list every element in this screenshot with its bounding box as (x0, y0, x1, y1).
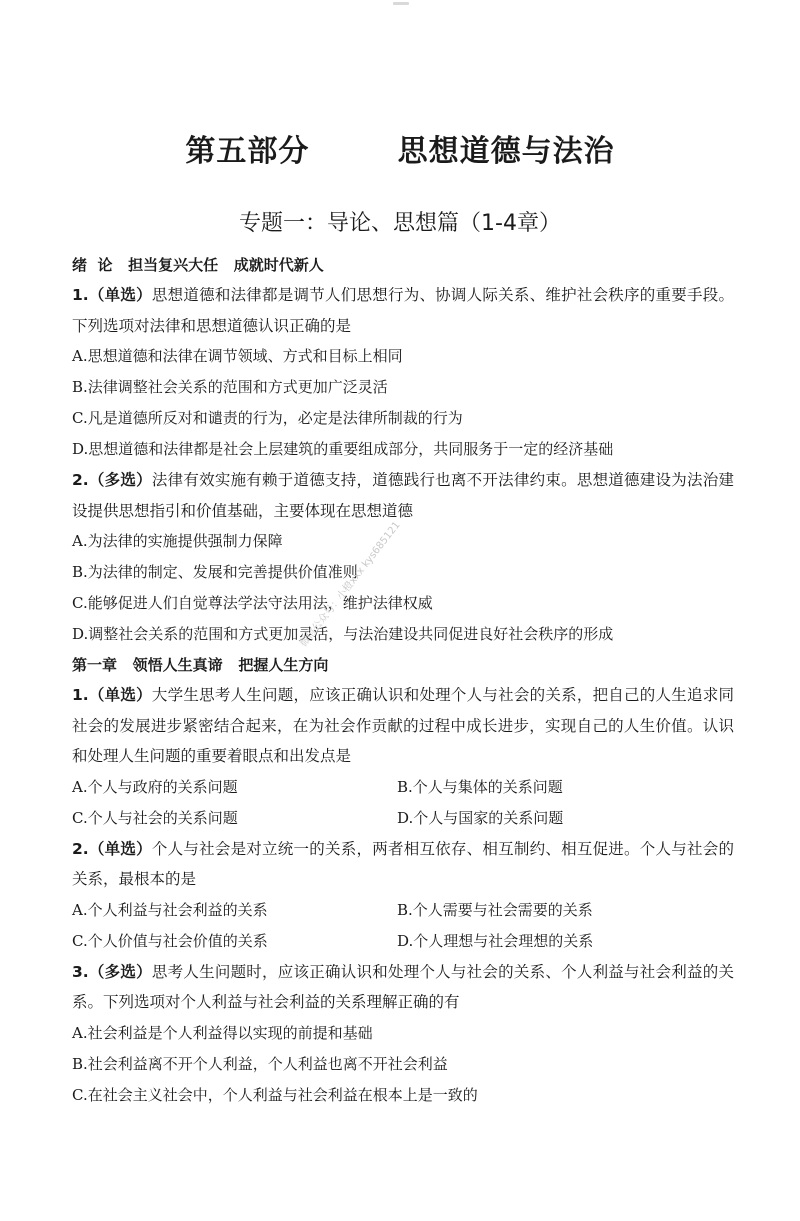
question-intro-1 (72, 280, 734, 341)
option-d: D.思想道德和法律都是社会上层建筑的重要组成部分，共同服务于一定的经济基础 (72, 440, 614, 458)
watermark-text: 微信公众号：小橙xxx kys685121 (298, 519, 403, 650)
question-ch1-2 (72, 834, 734, 895)
question-number: 1.（单选） (72, 286, 152, 304)
option-c: C.凡是道德所反对和谴责的行为，必定是法律所制裁的行为 (72, 409, 463, 427)
question-number: 2.（单选） (72, 839, 152, 858)
question-ch1-3 (72, 957, 734, 1018)
option-d: D.个人与国家的关系问题 (397, 808, 564, 827)
section-heading-chapter-1: 第一章 领悟人生真谛 把握人生方向 (72, 656, 329, 674)
option-c: C.在社会主义社会中，个人利益与社会利益在根本上是一致的 (72, 1085, 478, 1104)
question-text: 法律有效实施有赖于道德支持，道德践行也离不开法律约束。思想道德建设为法治建设提供思想指引和价值基础，主要体现在思想道德 (72, 471, 734, 520)
option-row (72, 895, 734, 926)
option-a: A.思想道德和法律在调节领域、方式和目标上相同 (72, 347, 403, 365)
question-intro-2 (72, 465, 734, 526)
option-b: B.个人与集体的关系问题 (397, 777, 563, 796)
option-a: A.个人利益与社会利益的关系 (72, 900, 268, 919)
option-a: A.为法律的实施提供强制力保障 (72, 532, 283, 550)
topic-title: 专题一：导论、思想篇（1-4章） (239, 211, 561, 236)
question-number: 2.（多选） (72, 471, 152, 489)
question-text: 个人与社会是对立统一的关系，两者相互依存、相互制约、相互促进。个人与社会的关系，最根本的是 (72, 839, 734, 888)
questions-content (72, 250, 734, 1111)
option-a: A.社会利益是个人利益得以实现的前提和基础 (72, 1023, 373, 1042)
option-b: B.为法律的制定、发展和完善提供价值准则 (72, 563, 358, 581)
option-c: C.个人价值与社会价值的关系 (72, 931, 268, 950)
option-row (72, 803, 734, 834)
question-ch1-1 (72, 680, 734, 772)
option-row (72, 772, 734, 803)
question-number: 1.（单选） (72, 686, 152, 704)
part-title: 第五部分 思想道德与法治 (185, 134, 615, 169)
option-d: D.个人理想与社会理想的关系 (397, 931, 594, 950)
option-b: B.法律调整社会关系的范围和方式更加广泛灵活 (72, 378, 388, 396)
question-text: 思考人生问题时，应该正确认识和处理个人与社会的关系、个人利益与社会利益的关系。下列选项对个人利益与社会利益的关系理解正确的有 (72, 962, 734, 1011)
option-b: B.社会利益离不开个人利益，个人利益也离不开社会利益 (72, 1054, 448, 1073)
question-number: 3.（多选） (72, 962, 152, 981)
option-row (72, 926, 734, 957)
question-text: 大学生思考人生问题，应该正确认识和处理个人与社会的关系，把自己的人生追求同社会的发展进步紧密结合起来，在为社会作贡献的过程中成长进步，实现自己的人生价值。认识和处理人生问题的重要着眼点和出发点是 (72, 686, 734, 765)
option-b: B.个人需要与社会需要的关系 (397, 900, 593, 919)
option-d: D.调整社会关系的范围和方式更加灵活，与法治建设共同促进良好社会秩序的形成 (72, 625, 614, 643)
question-text: 思想道德和法律都是调节人们思想行为、协调人际关系、维护社会秩序的重要手段。下列选项对法律和思想道德认识正确的是 (72, 286, 734, 335)
option-c: C.个人与社会的关系问题 (72, 808, 238, 827)
option-c: C.能够促进人们自觉尊法学法守法用法，维护法律权威 (72, 594, 433, 612)
scan-mark (393, 2, 409, 5)
section-heading-intro: 绪 论 担当复兴大任 成就时代新人 (72, 256, 324, 274)
option-a: A.个人与政府的关系问题 (72, 777, 238, 796)
